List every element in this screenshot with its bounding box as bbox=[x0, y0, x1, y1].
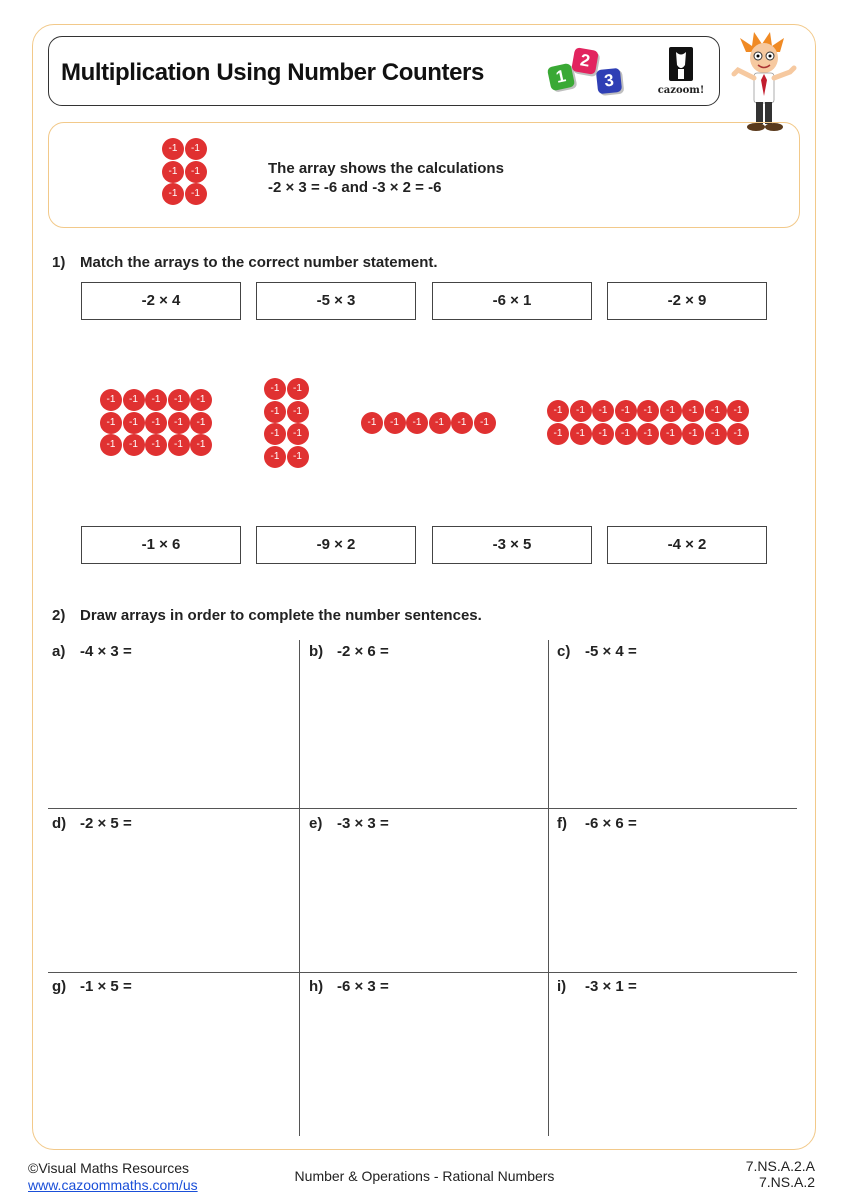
negative-one-counter: -1 bbox=[100, 389, 122, 411]
answer-cell-a[interactable] bbox=[52, 643, 132, 660]
negative-one-counter: -1 bbox=[123, 389, 145, 411]
negative-one-counter: -1 bbox=[123, 434, 145, 456]
negative-one-counter: -1 bbox=[185, 161, 207, 183]
negative-one-counter: -1 bbox=[384, 412, 406, 434]
footer-topic: Number & Operations - Rational Numbers bbox=[294, 1168, 555, 1184]
negative-one-counter: -1 bbox=[287, 378, 309, 400]
item-expression: -2 × 6 = bbox=[337, 643, 389, 660]
item-expression: -2 × 5 = bbox=[80, 815, 132, 832]
negative-one-counter: -1 bbox=[190, 389, 212, 411]
answer-cell-c[interactable] bbox=[557, 643, 637, 660]
negative-one-counter: -1 bbox=[145, 389, 167, 411]
grid-divider-horizontal-2 bbox=[48, 972, 797, 973]
negative-one-counter: -1 bbox=[682, 400, 704, 422]
negative-one-counter: -1 bbox=[185, 138, 207, 160]
negative-one-counter: -1 bbox=[100, 434, 122, 456]
item-expression: -3 × 1 = bbox=[585, 978, 637, 995]
cazoom-brand-text: cazoom! bbox=[657, 85, 705, 96]
standard-code-1: 7.NS.A.2.A bbox=[745, 1158, 815, 1174]
cube-one: 1 bbox=[547, 63, 575, 91]
page-title: Multiplication Using Number Counters bbox=[61, 59, 484, 86]
item-expression: -6 × 6 = bbox=[585, 815, 637, 832]
negative-one-counter: -1 bbox=[168, 412, 190, 434]
grid-divider-vertical-1 bbox=[299, 640, 300, 1136]
question-2-heading bbox=[52, 607, 752, 627]
negative-one-counter: -1 bbox=[287, 446, 309, 468]
negative-one-counter: -1 bbox=[637, 400, 659, 422]
item-letter: b) bbox=[309, 643, 324, 660]
negative-one-counter: -1 bbox=[406, 412, 428, 434]
negative-one-counter: -1 bbox=[637, 423, 659, 445]
question-1-number: 1) bbox=[52, 254, 66, 271]
negative-one-counter: -1 bbox=[162, 161, 184, 183]
answer-cell-d[interactable] bbox=[52, 815, 132, 832]
negative-one-counter: -1 bbox=[123, 412, 145, 434]
mascot-character-icon bbox=[728, 30, 800, 134]
example-explanation bbox=[268, 159, 504, 197]
negative-one-counter: -1 bbox=[592, 400, 614, 422]
item-expression: -3 × 3 = bbox=[337, 815, 389, 832]
negative-one-counter: -1 bbox=[474, 412, 496, 434]
negative-one-counter: -1 bbox=[429, 412, 451, 434]
item-expression: -4 × 3 = bbox=[80, 643, 132, 660]
item-letter: h) bbox=[309, 978, 324, 995]
bottom-statement-2[interactable]: -9 × 2 bbox=[256, 526, 416, 564]
answer-cell-g[interactable] bbox=[52, 978, 132, 995]
top-statement-3[interactable]: -6 × 1 bbox=[432, 282, 592, 320]
question-1-text: Match the arrays to the correct number statement. bbox=[80, 254, 438, 271]
cazoom-logo bbox=[657, 45, 705, 99]
copyright-text: ©Visual Maths Resources bbox=[28, 1160, 190, 1176]
negative-one-counter: -1 bbox=[682, 423, 704, 445]
negative-one-counter: -1 bbox=[100, 412, 122, 434]
negative-one-counter: -1 bbox=[162, 138, 184, 160]
negative-one-counter: -1 bbox=[727, 423, 749, 445]
negative-one-counter: -1 bbox=[162, 183, 184, 205]
negative-one-counter: -1 bbox=[264, 423, 286, 445]
item-expression: -5 × 4 = bbox=[585, 643, 637, 660]
counter-array-3[interactable] bbox=[361, 412, 496, 435]
negative-one-counter: -1 bbox=[264, 446, 286, 468]
answer-cell-f[interactable] bbox=[557, 815, 637, 832]
negative-one-counter: -1 bbox=[287, 423, 309, 445]
example-counter-array bbox=[162, 138, 207, 206]
example-line-1: The array shows the calculations bbox=[268, 160, 504, 177]
negative-one-counter: -1 bbox=[361, 412, 383, 434]
negative-one-counter: -1 bbox=[145, 412, 167, 434]
bottom-statement-4[interactable]: -4 × 2 bbox=[607, 526, 767, 564]
negative-one-counter: -1 bbox=[451, 412, 473, 434]
negative-one-counter: -1 bbox=[190, 412, 212, 434]
negative-one-counter: -1 bbox=[190, 434, 212, 456]
top-statement-2[interactable]: -5 × 3 bbox=[256, 282, 416, 320]
standard-code-2: 7.NS.A.2 bbox=[758, 1174, 815, 1190]
title-box bbox=[48, 36, 720, 106]
grid-divider-vertical-2 bbox=[548, 640, 549, 1136]
cazoom-emblem-icon bbox=[657, 45, 705, 85]
item-letter: e) bbox=[309, 815, 323, 832]
footer-standards bbox=[746, 1158, 815, 1190]
negative-one-counter: -1 bbox=[592, 423, 614, 445]
top-statement-4[interactable]: -2 × 9 bbox=[607, 282, 767, 320]
negative-one-counter: -1 bbox=[727, 400, 749, 422]
item-expression: -6 × 3 = bbox=[337, 978, 389, 995]
item-letter: i) bbox=[557, 978, 567, 995]
question-2-text: Draw arrays in order to complete the number sentences. bbox=[80, 607, 482, 624]
negative-one-counter: -1 bbox=[185, 183, 207, 205]
negative-one-counter: -1 bbox=[168, 434, 190, 456]
counter-array-4[interactable] bbox=[547, 400, 750, 445]
negative-one-counter: -1 bbox=[547, 400, 569, 422]
answer-cell-h[interactable] bbox=[309, 978, 389, 995]
negative-one-counter: -1 bbox=[705, 400, 727, 422]
negative-one-counter: -1 bbox=[660, 423, 682, 445]
counter-array-1[interactable] bbox=[100, 389, 213, 457]
website-link[interactable]: www.cazoommaths.com/us bbox=[28, 1177, 198, 1193]
item-letter: f) bbox=[557, 815, 567, 832]
question-2-number: 2) bbox=[52, 607, 66, 624]
negative-one-counter: -1 bbox=[264, 401, 286, 423]
example-line-2: -2 × 3 = -6 and -3 × 2 = -6 bbox=[268, 179, 442, 196]
question-1-heading bbox=[52, 254, 752, 274]
negative-one-counter: -1 bbox=[570, 423, 592, 445]
negative-one-counter: -1 bbox=[264, 378, 286, 400]
negative-one-counter: -1 bbox=[615, 423, 637, 445]
answer-cell-i[interactable] bbox=[557, 978, 637, 995]
cube-three: 3 bbox=[596, 68, 622, 94]
bottom-statement-3[interactable]: -3 × 5 bbox=[432, 526, 592, 564]
number-cubes-logo bbox=[547, 43, 627, 99]
item-letter: c) bbox=[557, 643, 571, 660]
answer-cell-e[interactable] bbox=[309, 815, 389, 832]
bottom-statement-1[interactable]: -1 × 6 bbox=[81, 526, 241, 564]
negative-one-counter: -1 bbox=[547, 423, 569, 445]
negative-one-counter: -1 bbox=[705, 423, 727, 445]
cube-two: 2 bbox=[571, 47, 599, 75]
item-letter: d) bbox=[52, 815, 67, 832]
top-statement-1[interactable]: -2 × 4 bbox=[81, 282, 241, 320]
example-box bbox=[48, 122, 800, 228]
item-letter: a) bbox=[52, 643, 66, 660]
negative-one-counter: -1 bbox=[145, 434, 167, 456]
negative-one-counter: -1 bbox=[168, 389, 190, 411]
negative-one-counter: -1 bbox=[615, 400, 637, 422]
answer-cell-b[interactable] bbox=[309, 643, 389, 660]
negative-one-counter: -1 bbox=[660, 400, 682, 422]
counter-array-2[interactable] bbox=[264, 378, 309, 468]
item-letter: g) bbox=[52, 978, 67, 995]
negative-one-counter: -1 bbox=[570, 400, 592, 422]
item-expression: -1 × 5 = bbox=[80, 978, 132, 995]
negative-one-counter: -1 bbox=[287, 401, 309, 423]
grid-divider-horizontal-1 bbox=[48, 808, 797, 809]
